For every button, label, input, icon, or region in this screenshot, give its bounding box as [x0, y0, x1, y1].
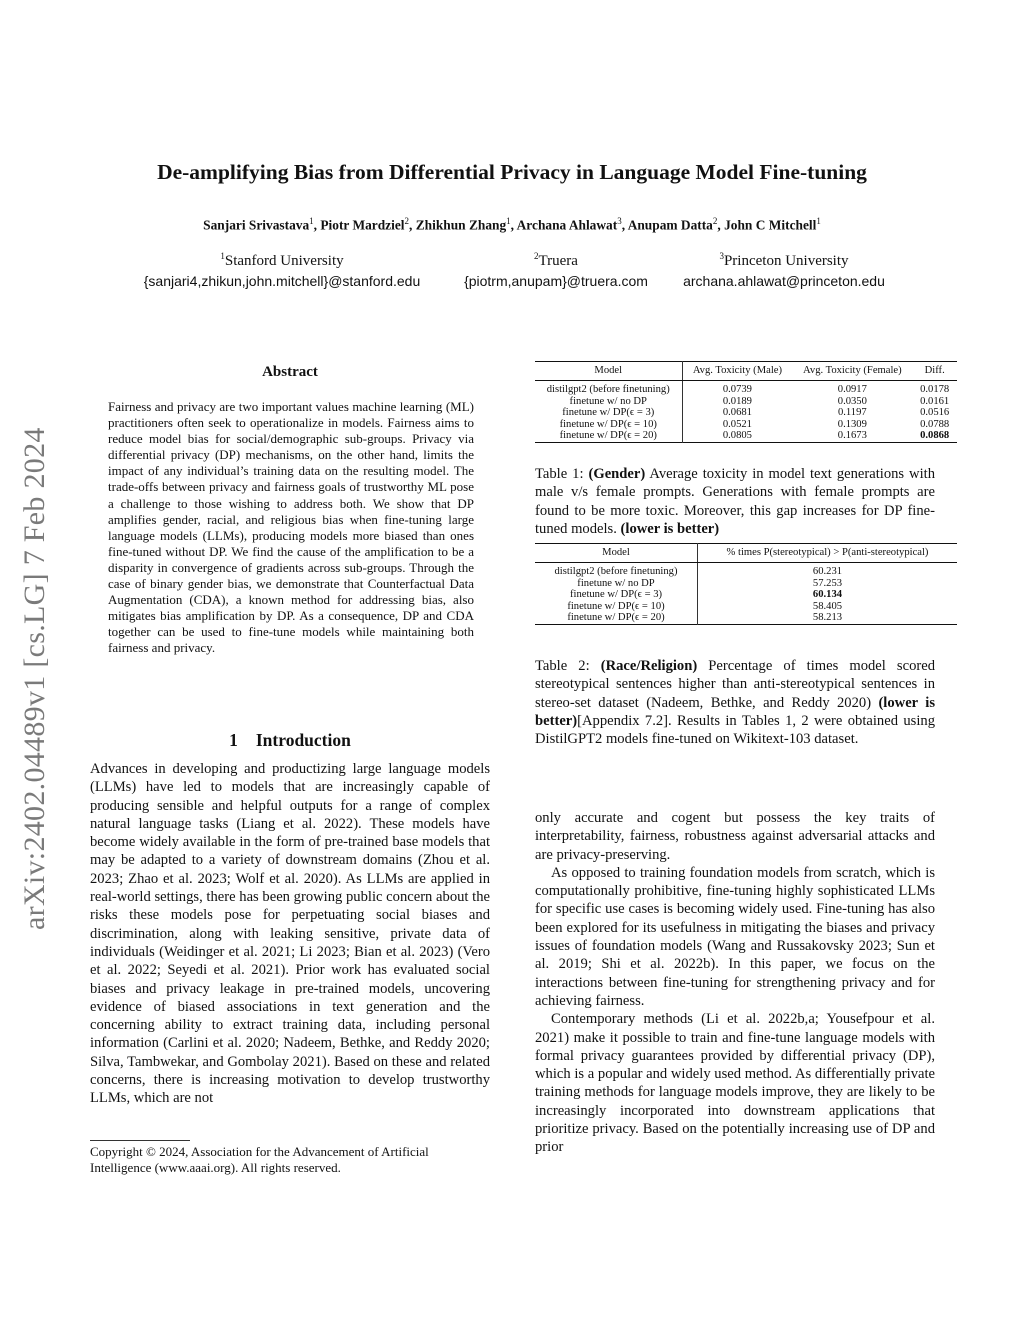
author-list: Sanjari Srivastava$^1$, Piotr Mardziel$^2$, Zhikhun Zhang$^1$, Archana Ahlawat$^3$, Anupam Datta$^2$, John C Mitchell$^1$ — [203, 216, 821, 233]
paragraph: only accurate and cogent but possess the key traits of interpretability, fairness, robustness against adversarial attacks and are privacy-preserving. — [535, 810, 935, 863]
table-row: distilgpt2 (before finetuning) 60.231 — [535, 563, 957, 578]
table-row: finetune w/ no DP 0.0189 0.0350 0.0161 — [535, 396, 957, 408]
paragraph: Contemporary methods (Li et al. 2022b,a; Yousefpour et al. 2021) make it possible to train and fine-tune language models with formal privacy guarantees provided by differential privacy (DP), which is a popular and widely used method. As differentially private training methods for language models improve, they are likely to be increasingly incorporated into downstream applications that prioritize privacy. Based on the potentially increasing use of DP and prior — [535, 1011, 935, 1156]
author-name: Zhikhun Zhang — [415, 217, 507, 233]
paragraph: Advances in developing and productizing large language models (LLMs) have led to models that are increasingly capable of producing sensible and helpful outputs for a range of complex natural language tasks (Liang et al. 2022). These models have become widely available in the form of pre-trained base models that may be adapted to a variety of downstream domains (Zhou et al. 2023; Zhao et al. 2023; Wolf et al. 2020). As LLMs are applied in real-world settings, there has been growing public concern about the risks these models pose for perpetuating social biases and discrimination, along with leaking sensitive, private data of individuals (Weidinger et al. 2021; Li 2023; Bian et al. 2023) (Vero et al. 2022; Seyedi et al. 2021). Prior work has evaluated social biases and privacy leakage in pre-trained models, uncovering evidence of biased associations in text generation and the concerning ability to extract training data, including personal information (Carlini et al. 2020; Nadeem, Bethke, and Reddy 2020; Silva, Tambwekar, and Gombolay 2021). Based on these and related concerns, there is increasing motivation to develop trustworthy LLMs, which are not — [90, 761, 490, 1107]
table-header: % times P(stereotypical) > P(anti-stereotypical) — [698, 544, 958, 563]
table-row: finetune w/ DP(ϵ = 3) 0.0681 0.1197 0.0516 — [535, 407, 957, 419]
table-row: finetune w/ no DP 57.253 — [535, 578, 957, 590]
table-header: Avg. Toxicity (Male) — [682, 362, 792, 381]
email: archana.ahlawat@princeton.edu — [683, 273, 885, 289]
affiliation-princeton: $^3$Princeton University archana.ahlawat@princeton.edu — [634, 246, 934, 291]
table-row: finetune w/ DP(ϵ = 3) 60.134 — [535, 589, 957, 601]
email: {piotrm,anupam}@truera.com — [464, 273, 648, 289]
arxiv-watermark: arXiv:2402.04489v1 [cs.LG] 7 Feb 2024 — [18, 427, 51, 930]
section-heading-introduction: 1 Introduction — [229, 730, 351, 750]
affiliation-stanford: $^1$Stanford University {sanjari4,zhikun,john.mitchell}@stanford.edu — [132, 246, 432, 291]
author-name: John C Mitchell — [724, 217, 817, 233]
affiliation-truera: $^2$Truera {piotrm,anupam}@truera.com — [406, 246, 706, 291]
author-name: Sanjari Srivastava — [203, 217, 310, 233]
table-row: finetune w/ DP(ϵ = 20) 58.213 — [535, 612, 957, 624]
table-row: finetune w/ DP(ϵ = 20) 0.0805 0.1673 0.0868 — [535, 430, 957, 442]
table-header: Diff. — [912, 362, 957, 381]
table-race-religion — [535, 543, 957, 625]
introduction-body — [90, 760, 490, 1108]
footnote-rule — [90, 1140, 190, 1141]
table-row: finetune w/ DP(ϵ = 10) 0.0521 0.1309 0.0788 — [535, 419, 957, 431]
paragraph: As opposed to training foundation models from scratch, which is computationally prohibitive, fine-tuning highly sophisticated LLMs for specific use cases is becoming widely used. Fine-tuning has also been explored for its usefulness in mitigating the biases and privacy issues of foundation models (Wang and Russakovsky 2023; Sun et al. 2019; Shi et al. 2022b). In this paper, we focus on the interactions between fine-tuning for strengthening privacy and for achieving fairness. — [535, 864, 935, 1009]
copyright-footnote: Copyright © 2024, Association for the Advancement of Artificial Intelligence (www.aaai.org). All rights reserved. — [90, 1144, 429, 1176]
table-gender-toxicity — [535, 361, 957, 443]
author-name: Archana Ahlawat — [516, 217, 618, 233]
abstract-heading: Abstract — [262, 364, 318, 380]
table-row: distilgpt2 (before finetuning) 0.0739 0.0917 0.0178 — [535, 381, 957, 396]
table2-caption: Table 2: (Race/Religion) Percentage of times model scored stereotypical sentences higher than anti-stereotypical sentences in stereo-set dataset (Nadeem, Bethke, and Reddy 2020) (lower is better)[Appendix 7.2]. Results in Tables 1, 2 were obtained using DistilGPT2 models fine-tuned on Wikitext-103 dataset. — [535, 658, 935, 748]
author-name: Piotr Mardziel — [320, 217, 405, 233]
table-header: Avg. Toxicity (Female) — [792, 362, 912, 381]
author-name: Anupam Datta — [627, 217, 713, 233]
email: {sanjari4,zhikun,john.mitchell}@stanford.edu — [143, 273, 421, 289]
abstract-text: Fairness and privacy are two important values machine learning (ML) practitioners often seek to operationalize in models. Fairness aims to reduce model bias for social/demographic sub-groups. Privacy via differential privacy (DP) mechanisms, on the other hand, limits the impact of any individual’s training data on the resulting model. The trade-offs between privacy and fairness goals of trustworthy ML pose a challenge to those wishing to address both. We show that DP amplifies gender, racial, and religious bias when fine-tuning large language models (LLMs), producing models more biased than ones fine-tuned without DP. We find the cause of the amplification to be a disparity in convergence of gradients across sub-groups. Through the case of binary gender bias, we demonstrate that Counterfactual Data Augmentation (CDA), a known method for addressing bias, also mitigates bias amplification by DP. As a consequence, DP and CDA together can be used to fine-tune models while maintaining both fairness and privacy. — [108, 399, 474, 656]
table-row: finetune w/ DP(ϵ = 10) 58.405 — [535, 601, 957, 613]
table-header: Model — [535, 362, 682, 381]
paper-title: De-amplifying Bias from Differential Privacy in Language Model Fine-tuning — [157, 160, 867, 184]
table1-caption: Table 1: (Gender) Average toxicity in model text generations with male v/s female prompts. Generations with female prompts are found to be more toxic. Moreover, this gap increases for DP fine-tuned models. (lower is better) — [535, 466, 935, 537]
table-header: Model — [535, 544, 698, 563]
right-column-body — [535, 809, 935, 1157]
